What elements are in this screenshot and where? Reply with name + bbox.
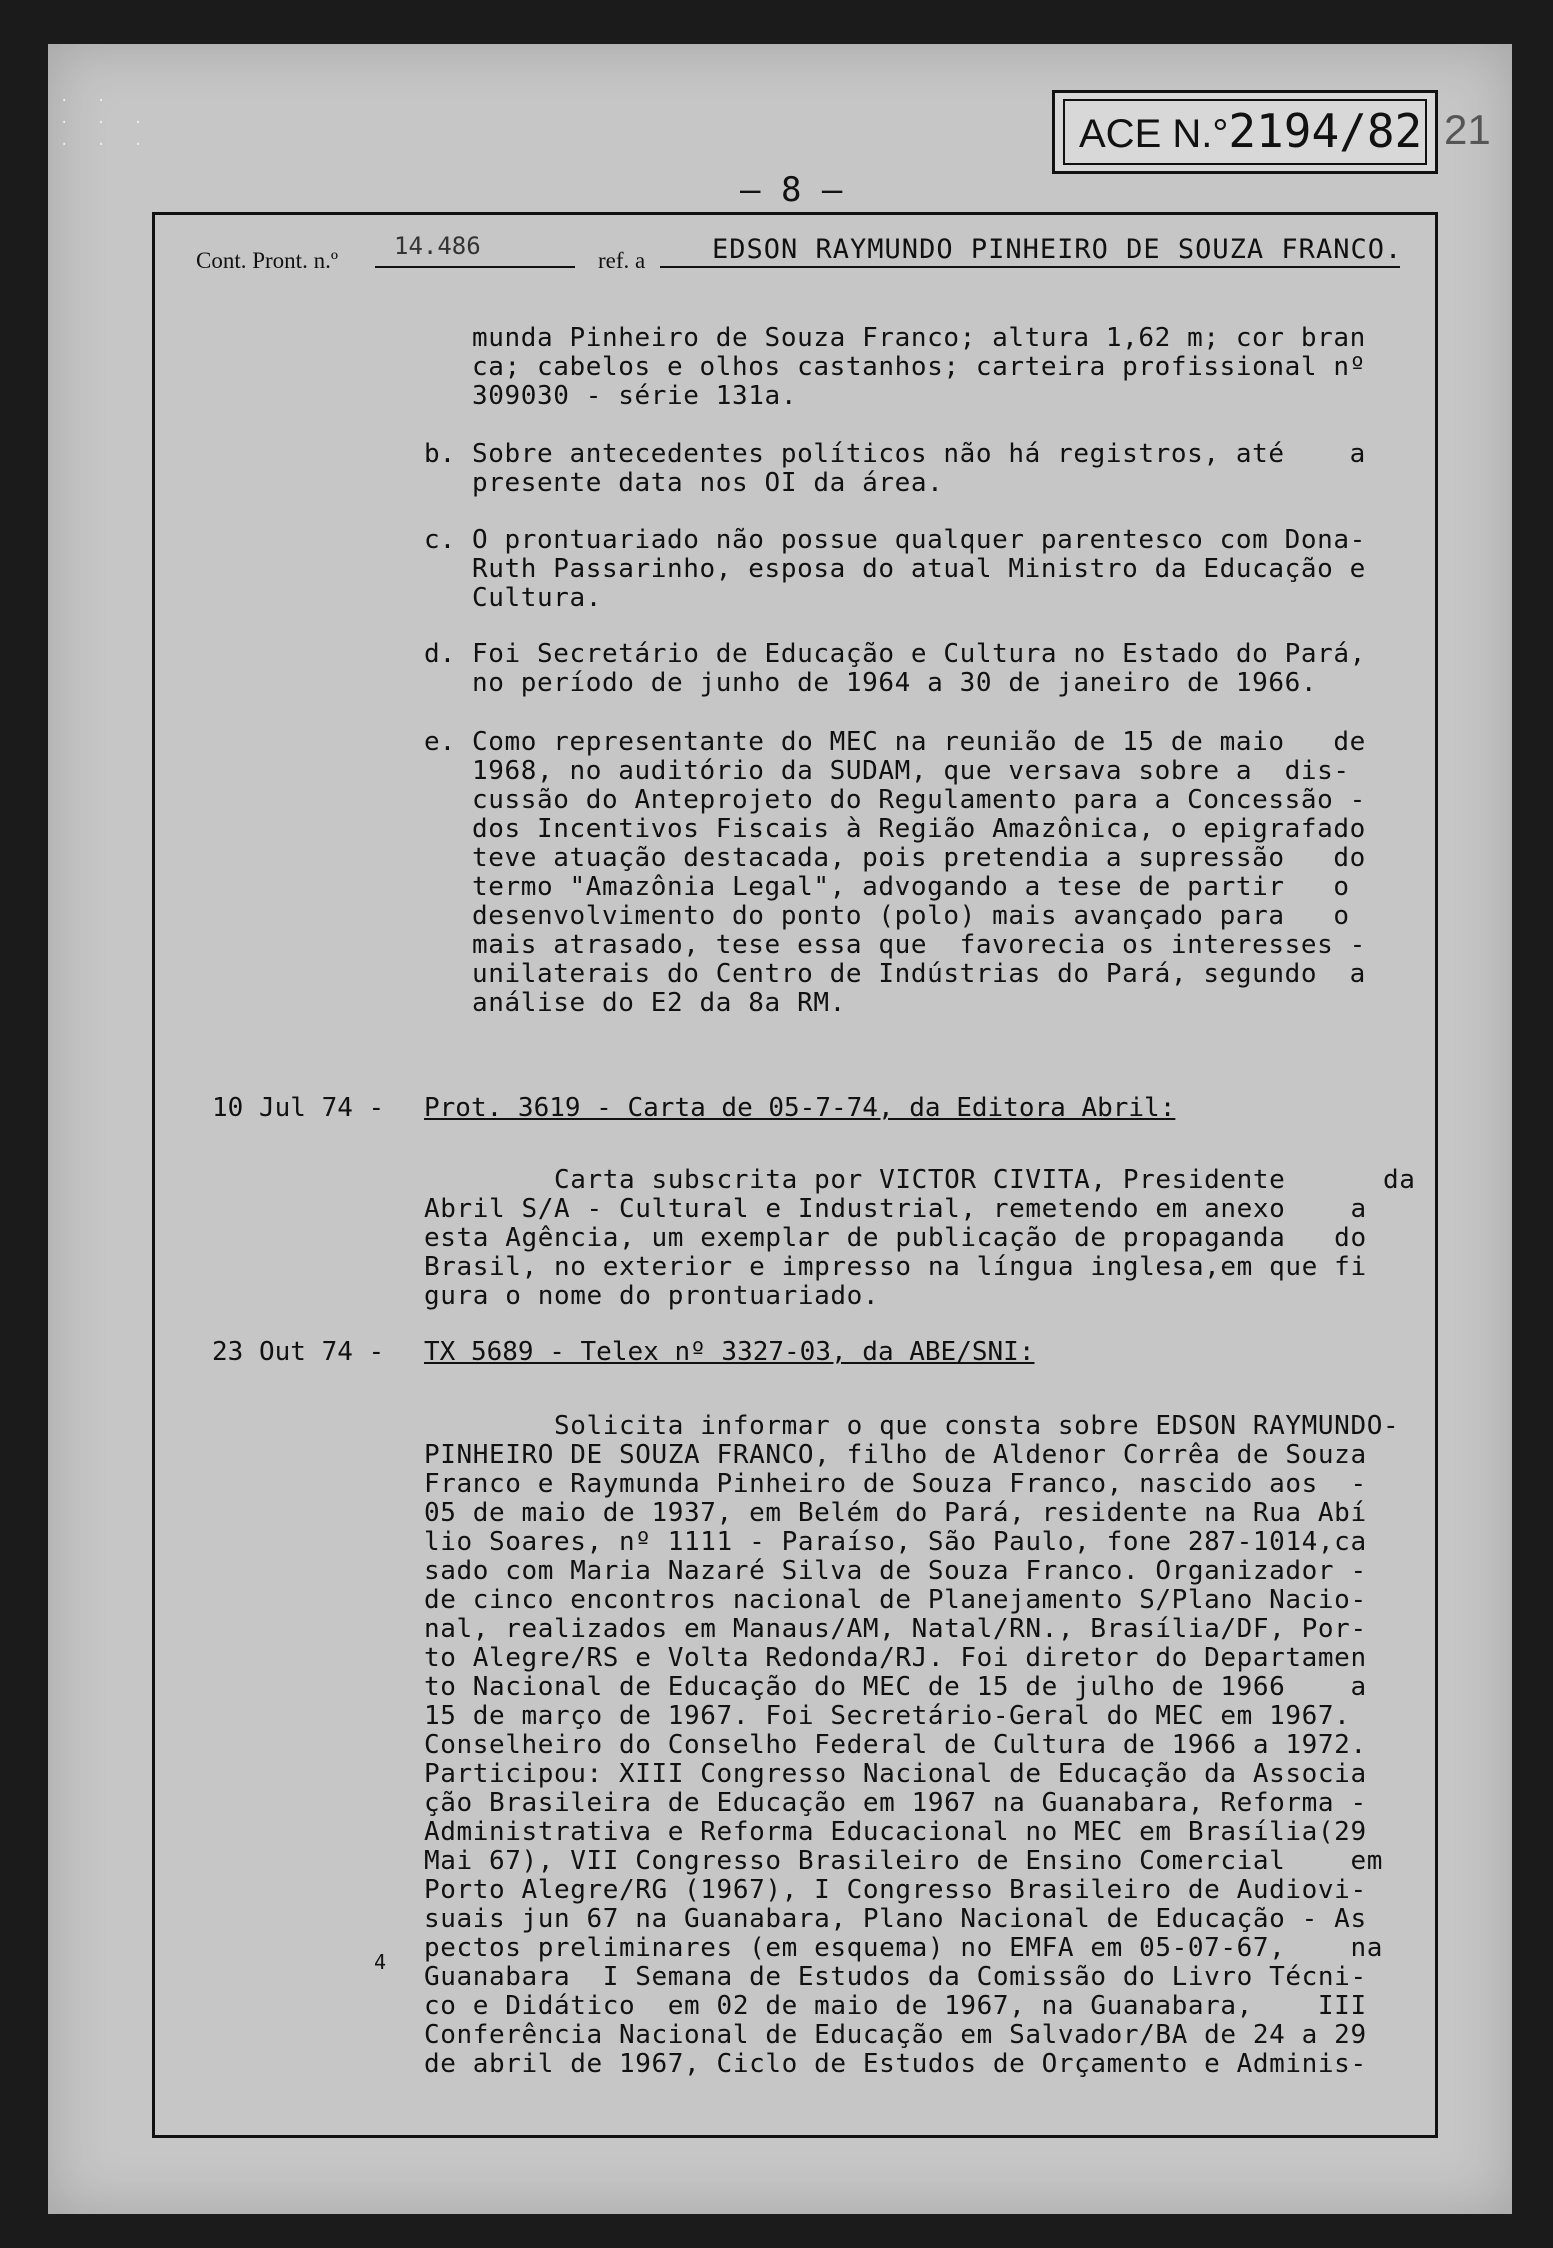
subject-underline: [660, 266, 1400, 268]
item-c-text: O prontuariado não possue qualquer parentesco com Dona- Ruth Passarinho, esposa do atual Ministro da Educação e Cultura.: [472, 525, 1366, 613]
intro-paragraph: munda Pinheiro de Souza Franco; altura 1,62 m; cor bran ca; cabelos e olhos castanhos; carteira profissional nº 309030 - série 131a.: [472, 323, 1366, 411]
item-d-text: Foi Secretário de Educação e Cultura no Estado do Pará, no período de junho de 1964 a 30 de janeiro de 1966.: [472, 639, 1366, 698]
ace-label: ACE N.°: [1079, 112, 1229, 156]
entry-1-body: Carta subscrita por VICTOR CIVITA, Presidente da Abril S/A - Cultural e Industrial, remetendo em anexo a esta Agência, um exemplar de publicação de propaganda do Brasil, no exterior e impresso na língua inglesa,em que fi gura o nome do prontuariado.: [424, 1165, 1416, 1311]
ref-label: ref. a: [598, 248, 646, 273]
entry-2-body: Solicita informar o que consta sobre EDSON RAYMUNDO- PINHEIRO DE SOUZA FRANCO, filho de Aldenor Corrêa de Souza Franco e Raymunda Pinheiro de Souza Franco, nascido aos - 05 de maio de 1937, em Belém do Pará, residente na Rua Abí lio Soares, nº 1111 - Paraíso, São Paulo, fone 287-1014,ca sado com Maria Nazaré Silva de Souza Franco. Organizador - de cinco encontros nacional de Planejamento S/Plano Nacio- nal, realizados em Manaus/AM, Natal/RN., Brasília/DF, Por- to Alegre/RS e Volta Redonda/RJ. Foi diretor do Departamen to Nacional de Educação do MEC de 15 de julho de 1966 a 15 de março de 1967. Foi Secretário-Geral do MEC em 1967. Conselheiro do Conselho Federal de Cultura de 1966 a 1972. Participou: XIII Congresso Nacional de Educação da Associa ção Brasileira de Educação em 1967 na Guanabara, Reforma - Administrativa e Reforma Educacional no MEC em Brasília(29 Mai 67), VII Congresso Brasileiro de Ensino Comercial em Porto Alegre/RG (1967), I Congresso Brasileiro de Audiovi- suais jun 67 na Guanabara, Plano Nacional de Educação - As pectos preliminares (em esquema) no EMFA em 05-07-67, na Guanabara I Semana de Estudos da Comissão do Livro Técni- co e Didático em 02 de maio de 1967, na Guanabara, III Conferência Nacional de Educação em Salvador/BA de 24 a 29 de abril de 1967, Ciclo de Estudos de Orçamento e Adminis-: [424, 1411, 1400, 2079]
entry-1-title: Prot. 3619 - Carta de 05-7-74, da Editora Abril:: [424, 1093, 1176, 1123]
entry-2-date: 23 Out 74 -: [212, 1337, 385, 1367]
item-e-label: e.: [424, 727, 456, 757]
ace-stamp: [1052, 90, 1438, 174]
ace-stamp-inner: [1063, 99, 1427, 165]
item-c-label: c.: [424, 525, 456, 555]
margin-speckles: · · · · · · · ·: [60, 93, 153, 153]
cont-pront-label: Cont. Pront. n.º: [196, 248, 338, 273]
page-number: — 8 —: [740, 170, 843, 210]
subject-name: EDSON RAYMUNDO PINHEIRO DE SOUZA FRANCO.: [712, 234, 1403, 265]
cont-pront-number: 14.486: [394, 232, 481, 260]
ace-number: 2194/82: [1228, 104, 1423, 158]
entry-2-title: TX 5689 - Telex nº 3327-03, da ABE/SNI:: [424, 1337, 1035, 1367]
margin-mark: 4: [374, 1950, 387, 1974]
cont-number-underline: [375, 266, 575, 268]
item-d-label: d.: [424, 639, 456, 669]
item-e-text: Como representante do MEC na reunião de 15 de maio de 1968, no auditório da SUDAM, que versava sobre a dis- cussão do Anteprojeto do Regulamento para a Concessão - dos Incentivos Fiscais à Região Amazônica, o epigrafado teve atuação destacada, pois pretendia a supressão do termo "Amazônia Legal", advogando a tese de partir o desenvolvimento do ponto (polo) mais avançado para o mais atrasado, tese essa que favorecia os interesses - unilaterais do Centro de Indústrias do Pará, segundo a análise do E2 da 8a RM.: [472, 727, 1366, 1018]
item-b-text: Sobre antecedentes políticos não há registros, até a presente data nos OI da área.: [472, 439, 1366, 498]
entry-1-date: 10 Jul 74 -: [212, 1093, 385, 1123]
item-b-label: b.: [424, 439, 456, 469]
ace-side-mark: 21: [1444, 106, 1491, 153]
